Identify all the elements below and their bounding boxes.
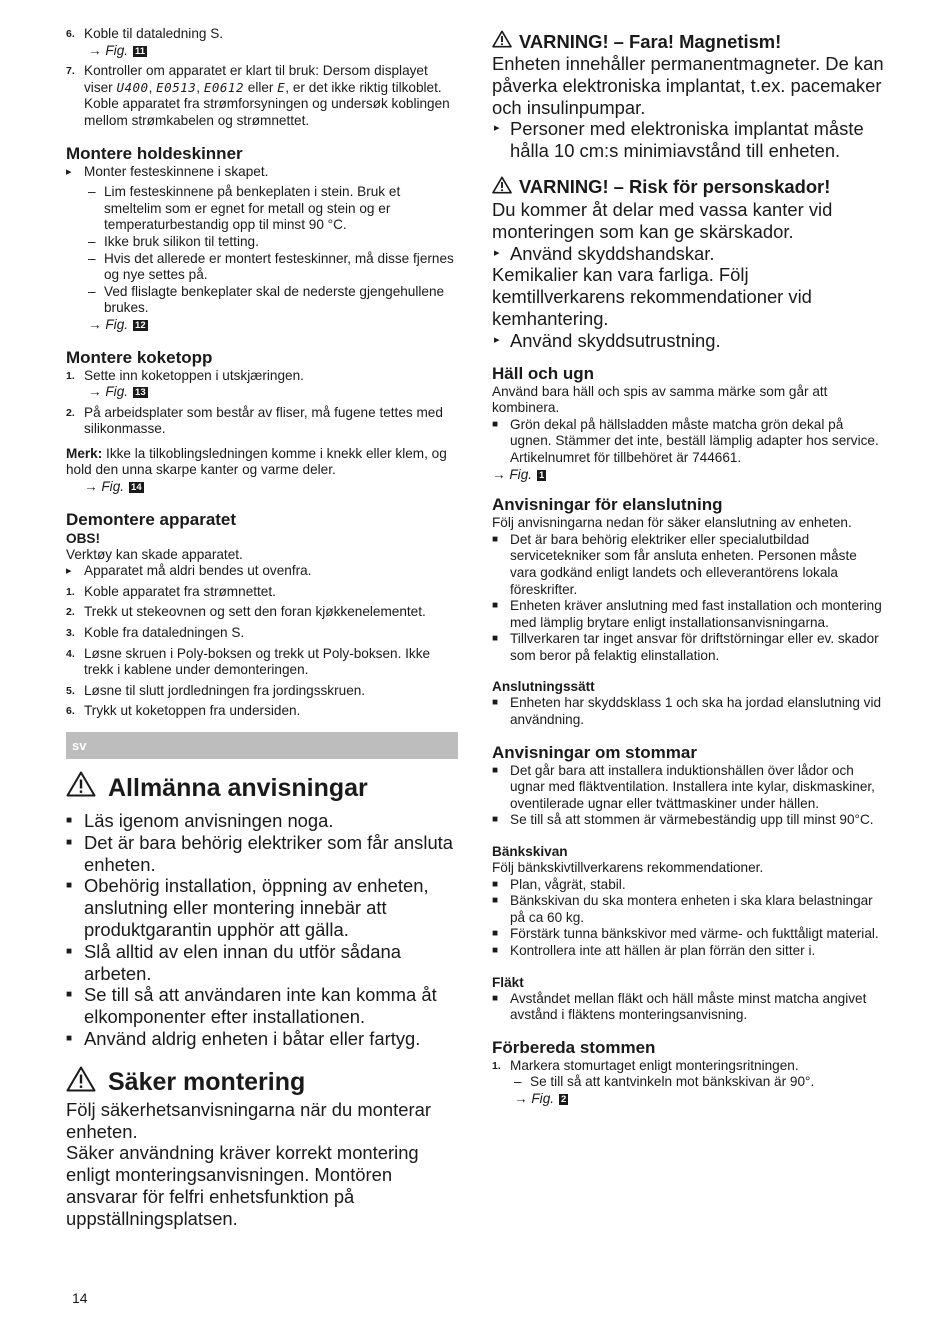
dash-item: – Ved flislagte benkeplater skal de nederste gjengehullene brukes. — [88, 283, 445, 316]
warning-triangle-icon — [66, 1066, 96, 1099]
triangle-bullet-icon: ▸ — [66, 565, 72, 578]
step-item: 1. Markera stomurtaget enligt monteringsritningen. — [492, 1057, 799, 1073]
list-item: ■ Förstärk tunna bänkskivor med värme- och fukttåligt material. — [492, 926, 879, 942]
list-item: ■ Plan, vågrät, stabil. — [492, 876, 626, 892]
language-section-bar: sv — [66, 732, 458, 759]
list-item: ■ Enheten kräver anslutning med fast installation och montering med lämplig brytare enligt installationsanvisningarna. — [492, 598, 882, 630]
section-heading: Montere koketopp — [66, 347, 213, 367]
step-item: 6. Trykk ut koketoppen fra undersiden. — [66, 703, 301, 719]
square-bullet-icon: ■ — [66, 945, 73, 957]
left-column — [66, 26, 458, 1230]
bullet-item: ▸ Monter festeskinnene i skapet. — [66, 163, 269, 179]
figure-reference: → Fig. 2 — [514, 1090, 567, 1106]
triangle-bullet-icon: ▸ — [494, 246, 500, 259]
paragraph: Säker användning kräver korrekt montering enligt monteringsanvisningen. Montören ansvarar för felfri enhetsfunktion på uppställningsplatsen. — [66, 1142, 419, 1229]
list-item: ■ Avståndet mellan fläkt och häll måste minst matcha angivet avstånd i fläktens monteringsanvisning. — [492, 990, 867, 1023]
square-bullet-icon: ■ — [66, 836, 73, 848]
bullet-item: ▸ Apparatet må aldri bendes ut ovenfra. — [66, 563, 312, 579]
triangle-bullet-icon: ▸ — [66, 165, 72, 178]
dash-item: – Se till så att kantvinkeln mot bänkskivan är 90°. — [514, 1074, 815, 1090]
triangle-bullet-icon: ▸ — [494, 333, 500, 346]
square-bullet-icon: ■ — [492, 814, 499, 826]
section-heading: Anvisningar för elanslutning — [492, 495, 723, 515]
list-item: ■ Obehörig installation, öppning av enheten, anslutning eller montering innebär att produktgarantin upphör att gälla. — [66, 875, 429, 940]
figure-reference: → Fig. 11 — [88, 42, 146, 58]
display-code: E — [277, 79, 286, 95]
chapter-heading: Säker montering — [66, 1066, 458, 1099]
square-bullet-icon: ■ — [492, 895, 499, 907]
list-item: ■ Se till så att stommen är värmebeständig upp till minst 90°C. — [492, 812, 874, 828]
step-item: 1. Sette inn koketoppen i utskjæringen. — [66, 367, 304, 383]
list-item: ■ Använd aldrig enheten i båtar eller fartyg. — [66, 1027, 421, 1049]
list-item: ■ Se till så att användaren inte kan komma åt elkomponenter efter installationen. — [66, 984, 437, 1028]
list-item: ■ Tillverkaren tar inget ansvar för driftstörningar eller ev. skador som beror på felaktig elinstallation. — [492, 631, 879, 663]
caution-label: OBS! — [66, 530, 100, 546]
step-item: 1. Koble apparatet fra strømnettet. — [66, 583, 276, 599]
dash-item: – Lim festeskinnene på benkeplaten i stein. Bruk et smeltelim som er egnet for metall og stein og er temperaturbestandig opp til minst 90 °C. — [88, 184, 401, 233]
paragraph: Följ säkerhetsanvisningarna när du monterar enheten. — [66, 1098, 431, 1142]
square-bullet-icon: ■ — [492, 945, 499, 956]
paragraph: Följ bänkskivtillverkarens rekommendationer. — [492, 860, 764, 876]
section-heading: Demontere apparatet — [66, 509, 237, 529]
square-bullet-icon: ■ — [492, 878, 499, 890]
square-bullet-icon: ■ — [492, 600, 499, 612]
step-7: 7. Kontroller om apparatet er klart til bruk: Dersom displayet viser U400, E0513, E0612 eller E, er det ikke riktig tilkoblet. Koble apparatet fra strømforsyningen og undersøk koblingen mellom strømkabelen og strømnettet. — [66, 63, 450, 128]
section-heading: Häll och ugn — [492, 363, 594, 383]
square-bullet-icon: ■ — [492, 418, 499, 430]
warning-heading: VARNING! – Risk för personskador! — [492, 176, 884, 199]
section-heading: Förbereda stommen — [492, 1037, 656, 1057]
triangle-bullet-icon: ▸ — [494, 122, 500, 135]
figure-reference: → Fig. 12 — [88, 316, 146, 332]
step-item: 2. På arbeidsplater som består av fliser, må fugene tettes med silikonmasse. — [66, 404, 443, 437]
figure-reference: → Fig. 13 — [88, 384, 146, 400]
bullet-item: ▸ Personer med elektroniska implantat måste hålla 10 cm:s minimiavstånd till enheten. — [494, 118, 864, 162]
square-bullet-icon: ■ — [66, 880, 73, 892]
section-heading: Montere holdeskinner — [66, 143, 243, 163]
warning-text: Du kommer åt delar med vassa kanter vid monteringen som kan ge skärskador. — [492, 198, 833, 242]
square-bullet-icon: ■ — [492, 992, 499, 1004]
list-item: ■ Det är bara behörig elektriker som får ansluta enheten. — [66, 831, 454, 875]
square-bullet-icon: ■ — [492, 928, 499, 940]
square-bullet-icon: ■ — [66, 1032, 73, 1044]
list-item: ■ Enheten har skyddsklass 1 och ska ha jordad elanslutning vid användning. — [492, 695, 882, 728]
figure-number-badge: 13 — [135, 387, 146, 399]
square-bullet-icon: ■ — [492, 764, 499, 776]
figure-reference: → Fig. 1 — [492, 466, 545, 482]
square-bullet-icon: ■ — [66, 989, 73, 1001]
figure-number-badge: 12 — [135, 319, 146, 331]
list-item: ■ Slå alltid av elen innan du utför sådana arbeten. — [66, 940, 401, 984]
chapter-heading: Allmänna anvisningar — [66, 771, 458, 804]
list-item: ■ Bänkskivan du ska montera enheten i ska klara belastningar på ca 60 kg. — [492, 893, 873, 925]
step-number: 7. — [66, 65, 75, 78]
figure-number-badge: 14 — [131, 482, 142, 494]
note: Merk: Ikke la tilkoblingsledningen komme i knekk eller klem, og hold den unna skarpe kanter og varme deler. — [66, 445, 447, 478]
list-item: ■ Det går bara att installera induktionshällen över lådor och ugnar med fläktventilation. Installera inte kylar, diskmaskiner, oventilerade ugnar eller tvättmaskiner under hällen. — [492, 762, 875, 811]
step-text: Koble til dataledning S. — [84, 26, 224, 41]
list-item: ■ Det är bara behörig elektriker eller specialutbildad servicetekniker som får ansluta enheten. Personen måste vara godkänd enligt landets och elleverantörens lokala föreskrifter. — [492, 531, 857, 597]
warning-triangle-icon — [492, 30, 512, 53]
display-code: U400 — [116, 79, 149, 95]
dash-item: – Hvis det allerede er montert festeskinner, må disse fjernes og nye settes på. — [88, 250, 454, 283]
list-item: ■ Läs igenom anvisningen noga. — [66, 810, 334, 831]
subsection-heading: Fläkt — [492, 974, 524, 990]
list-item: ■ Grön dekal på hällsladden måste matcha grön dekal på ugnen. Stämmer det inte, beställ lämplig adapter hos service. Artikelnumret för tillbehöret är 744661. — [492, 416, 879, 465]
warning-text: Kemikalier kan vara farliga. Följ kemtillverkarens rekommendationer vid kemhantering. — [492, 264, 812, 329]
step-item: 3. Koble fra dataledningen S. — [66, 625, 245, 641]
subsection-heading: Anslutningssätt — [492, 679, 595, 695]
warning-triangle-icon — [492, 176, 512, 199]
subsection-heading: Bänkskivan — [492, 844, 568, 860]
step-number: 6. — [66, 28, 75, 40]
paragraph: Använd bara häll och spis av samma märke som går att kombinera. — [492, 383, 828, 416]
square-bullet-icon: ■ — [492, 633, 499, 645]
step-item: 4. Løsne skruen i Poly-boksen og trekk ut Poly-boksen. Ikke trekk i kablene under demonteringen. — [66, 645, 431, 678]
list-item: ■ Kontrollera inte att hällen är plan förrän den sitter i. — [492, 943, 816, 958]
step-item: 5. Løsne til slutt jordledningen fra jordingsskruen. — [66, 682, 366, 698]
step-6 — [66, 26, 458, 43]
figure-reference: → Fig. 14 — [84, 479, 142, 495]
square-bullet-icon: ■ — [492, 697, 499, 709]
warning-triangle-icon — [66, 771, 96, 804]
page-number: 14 — [72, 1290, 88, 1306]
warning-text: Enheten innehåller permanentmagneter. De kan påverka elektroniska implantat, t.ex. pacemaker och insulinpumpar. — [492, 53, 884, 118]
bullet-item: ▸ Använd skyddsutrustning. — [494, 329, 721, 351]
step-item: 2. Trekk ut stekeovnen og sett den foran kjøkkenelementet. — [66, 604, 426, 620]
section-heading: Anvisningar om stommar — [492, 742, 697, 762]
right-column — [492, 26, 884, 1108]
display-code: E0612 — [203, 79, 244, 95]
bullet-item: ▸ Använd skyddshandskar. — [494, 242, 715, 264]
figure-number-badge: 1 — [539, 469, 545, 481]
square-bullet-icon: ■ — [492, 533, 499, 545]
figure-number-badge: 2 — [561, 1093, 567, 1105]
paragraph: Följ anvisningarna nedan för säker elanslutning av enheten. — [492, 515, 852, 531]
figure-number-badge: 11 — [135, 45, 146, 57]
warning-heading: VARNING! – Fara! Magnetism! — [492, 30, 884, 53]
dash-item: – Ikke bruk silikon til tetting. — [88, 233, 259, 249]
square-bullet-icon: ■ — [66, 815, 73, 826]
caution-text: Verktøy kan skade apparatet. — [66, 546, 243, 562]
display-code: E0513 — [156, 79, 197, 95]
